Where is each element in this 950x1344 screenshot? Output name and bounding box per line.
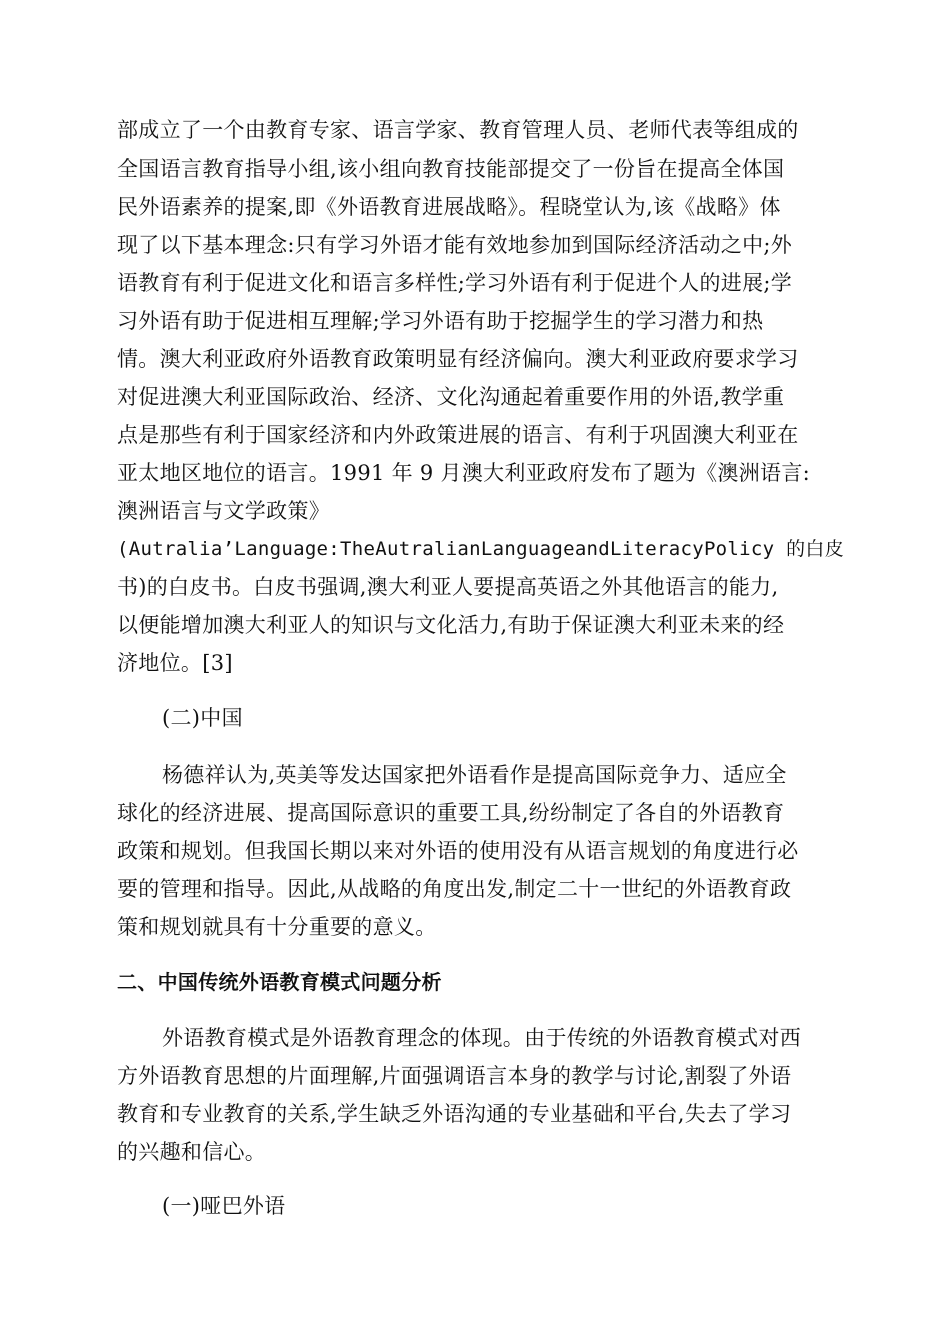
paragraph-line: 澳洲语言与文学政策》 (117, 499, 330, 523)
subheading-china: (二)中国 (162, 706, 243, 730)
paragraph-line: 民外语素养的提案,即《外语教育进展战略》。程晓堂认为,该《战略》体 (117, 195, 781, 219)
paragraph-line: 亚太地区地位的语言。1991 年 9 月澳大利亚政府发布了题为《澳洲语言: (117, 461, 811, 485)
paragraph-line: 全国语言教育指导小组,该小组向教育技能部提交了一份旨在提高全体国 (117, 157, 785, 181)
paragraph-line: 政策和规划。但我国长期以来对外语的使用没有从语言规划的角度进行必 (117, 839, 799, 863)
paragraph-line: 方外语教育思想的片面理解,片面强调语言本身的教学与讨论,割裂了外语 (117, 1064, 792, 1088)
paragraph-line: 对促进澳大利亚国际政治、经济、文化沟通起着重要作用的外语,教学重 (117, 385, 785, 409)
paragraph-line: 策和规划就具有十分重要的意义。 (117, 915, 437, 939)
paragraph-line: 外语教育模式是外语教育理念的体现。由于传统的外语教育模式对西 (162, 1026, 801, 1050)
paragraph-line: 书)的白皮书。白皮书强调,澳大利亚人要提高英语之外其他语言的能力, (117, 575, 779, 599)
subheading-mute-foreign-language: (一)哑巴外语 (162, 1194, 286, 1218)
paragraph-line: 要的管理和指导。因此,从战略的角度出发,制定二十一世纪的外语教育政 (117, 877, 792, 901)
paragraph-line: 现了以下基本理念:只有学习外语才能有效地参加到国际经济活动之中;外 (117, 233, 793, 257)
paragraph-line: 的兴趣和信心。 (117, 1140, 267, 1164)
paragraph-line: 球化的经济进展、提高国际意识的重要工具,纷纷制定了各自的外语教育 (117, 801, 785, 825)
paragraph-line: 情。澳大利亚政府外语教育政策明显有经济偏向。澳大利亚政府要求学习 (117, 347, 799, 371)
paragraph-line: 杨德祥认为,英美等发达国家把外语看作是提高国际竞争力、适应全 (162, 763, 787, 787)
paragraph-line: 以便能增加澳大利亚人的知识与文化活力,有助于保证澳大利亚未来的经 (117, 613, 785, 637)
paragraph-line: 教育和专业教育的关系,学生缺乏外语沟通的专业基础和平台,失去了学习 (117, 1102, 792, 1126)
paragraph-line: 习外语有助于促进相互理解;学习外语有助于挖掘学生的学习潜力和热 (117, 309, 764, 333)
paragraph-line: 语教育有利于促进文化和语言多样性;学习外语有利于促进个人的进展;学 (117, 271, 793, 295)
paragraph-line: 济地位。[3] (117, 651, 233, 675)
paragraph-line-english-title: (Autralia’Language:TheAutralianLanguageandLiteracyPolicy 的白皮 (117, 538, 845, 560)
section-heading: 二、中国传统外语教育模式问题分析 (117, 970, 442, 994)
paragraph-line: 点是那些有利于国家经济和内外政策进展的语言、有利于巩固澳大利亚在 (117, 423, 799, 447)
paragraph-line: 部成立了一个由教育专家、语言学家、教育管理人员、老师代表等组成的 (117, 118, 799, 142)
